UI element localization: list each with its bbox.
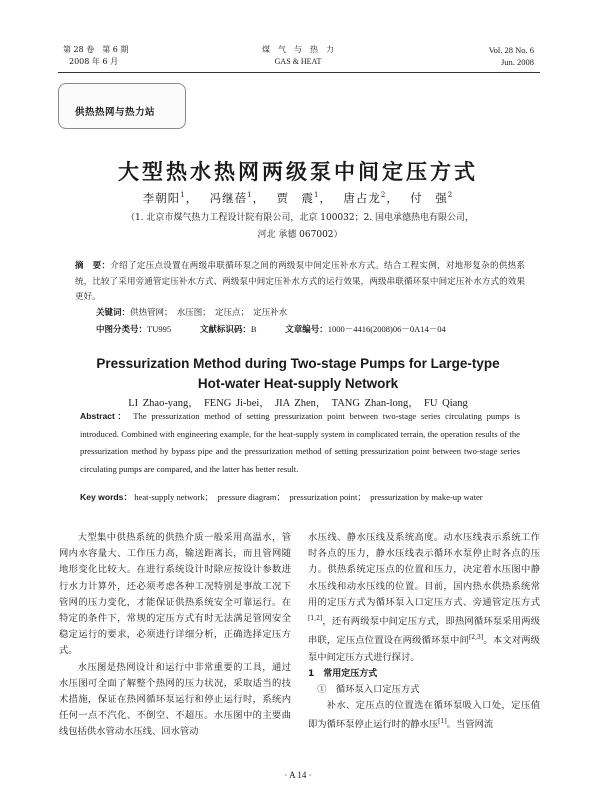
affiliation-cn: （1. 北京市煤气热力工程设计院有限公司，北京 100032；2. 国电承德热电有限公司， 河北 承德 067002）	[125, 213, 475, 240]
document-code: B	[250, 324, 257, 334]
author-cn: 唐占龙$^2$，	[343, 191, 406, 205]
abstract-en-label: Abstract：	[80, 411, 129, 421]
page-title-cn: 大型热水热网两级泵中间定压方式	[118, 159, 478, 184]
abstract-en	[80, 408, 520, 478]
keywords-en	[80, 489, 520, 505]
citation: [1]	[438, 718, 447, 726]
volume-issue-cn: 第 28 卷 第 6 期	[63, 45, 129, 54]
abstract-cn	[75, 259, 525, 306]
classification-line: 中图分类号：TU995 文献标识码：B 文章编号：1000－4416(2008)06－0A14－04	[96, 324, 446, 335]
paragraph: 水压线、静水压线及系统高度。动水压线表示系统工作时各点的压力，静水压线表示循环水泵停止时各点的压力。供热系统定压点的位置和压力，决定着水压图中静水压线和动水压线的位置。目前，国内热水供热系统常用的定压方式为循环泵入口定压方式、旁通管定压方式[1,2]，还有两级泵中间定压方式，即热网循环泵采用两级串联，定压点位置设在两级循环泵中间[2,3]。本文对两级泵中间定压方式进行探讨。	[308, 532, 540, 663]
citation: [2,3]	[468, 634, 484, 642]
author-cn: 李朝阳$^1$，	[142, 191, 205, 205]
paragraph: 补水、定压点的位置选在循环泵吸入口处，定压值即为循环泵停止运行时的静水压[1]。当管网流	[308, 700, 540, 731]
subsection-heading: ① 循环泵入口定压方式	[317, 684, 420, 696]
journal-name-cn: 煤 气 与 热 力	[262, 45, 334, 54]
keywords-cn	[96, 306, 287, 318]
keywords-en-text: heat-supply network； pressure diagram； pressurization point； pressurization by make-up water	[134, 492, 483, 502]
page-number: · A 14 ·	[284, 770, 312, 780]
abstract-cn-text: 介绍了定压点设置在两级串联循环泵之间的两级泵中间定压补水方式。结合工程实例，对地形复杂的供热系统，比较了采用旁通管定压补水方式、两级泵中间定压补水方式的运行效果，两级串联循环泵中间定压补水方式的效果更好。	[75, 261, 525, 302]
author-cn: 贾 震$^1$，	[276, 191, 339, 205]
body-column-left	[59, 530, 291, 741]
keywords-cn-label: 关键词：	[96, 308, 131, 318]
author-list-en: LI Zhao-yang， FENG Ji-bei， JIA Zhen， TANG Zhan-long， FU Qiang	[128, 398, 468, 409]
column-label-box	[58, 83, 186, 129]
running-header-right	[489, 44, 534, 68]
paragraph: 水压图是热网设计和运行中非常重要的工具，通过水压图可全面了解整个热网的压力状况，采取适当的技术措施，保证在热网循环泵运行和停止运行时，系统内任何一点不汽化、不倒空、不超压。水压图中的主要曲线包括供水管动水压线、回水管动	[59, 661, 291, 738]
author-cn: 付 强$^2$	[410, 191, 454, 205]
author-list-cn	[0, 190, 596, 206]
page-title-en: Pressurization Method during Two-stage Pumps for Large-type Hot-water Heat-supply Network	[96, 356, 500, 391]
body-column-right	[308, 530, 540, 734]
abstract-cn-label: 摘 要：	[75, 261, 111, 271]
keywords-en-label: Key words：	[80, 492, 133, 502]
article-number: 1000－4416(2008)06－0A14－04	[327, 324, 446, 334]
date-en: Jun. 2008	[500, 57, 534, 67]
date-cn: 2008 年 6 月	[69, 57, 119, 66]
author-cn: 冯继蓓$^1$，	[209, 191, 272, 205]
abstract-en-text: The pressurization method of setting pressurization point between two-stage series circulating pumps is introduced. Combined with engineering example, for the heat-supply system in complicated terrain, the operation results of the pressurization method by bypass pipe and the pressurization method of setting pressurization point between two-stage series circulating pumps are compared, and the latter has better result.	[80, 411, 520, 474]
section-heading: 1 常用定压方式	[308, 668, 378, 679]
clc-number: TU995	[147, 324, 172, 334]
column-label: 供热热网与热力站	[75, 107, 156, 118]
keywords-cn-text: 供热管网； 水压图； 定压点； 定压补水	[130, 308, 288, 318]
volume-issue-en: Vol. 28 No. 6	[488, 45, 534, 55]
citation: [1,2]	[308, 615, 323, 623]
header-rule	[58, 72, 540, 73]
paragraph: 大型集中供热系统的供热介质一般采用高温水，管网内水容量大、工作压力高，输送距离长，而且管网随地形变化比较大。在进行系统设计时除应按设计参数进行水力计算外，还必须考虑各种工况特别是事故工况下管网的压力变化，才能保证供热系统安全可靠运行。在特定的条件下，常规的定压方式有时无法满足管网安全稳定运行的要求，必须进行详细分析，正确选择定压方式。	[59, 532, 291, 657]
journal-name-en: GAS & HEAT	[274, 57, 322, 66]
